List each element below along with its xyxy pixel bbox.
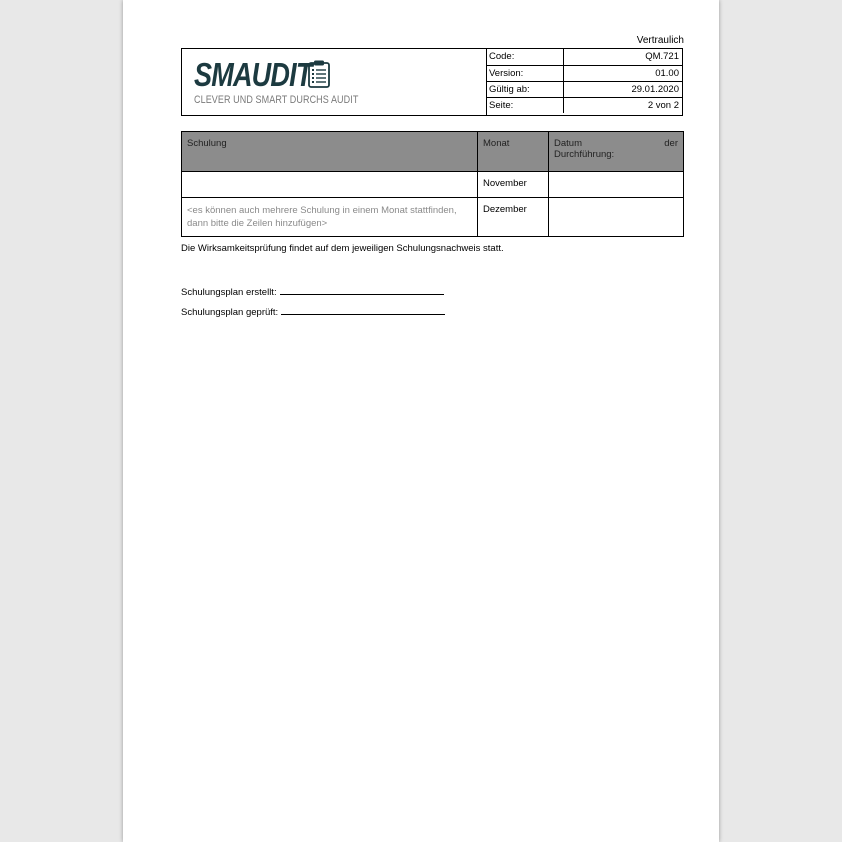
document-header (181, 48, 683, 116)
signature-checked-label: Schulungsplan geprüft: (181, 307, 279, 318)
column-header-datum: Datum der Durchführung: (549, 132, 684, 172)
document-page (123, 0, 719, 842)
signature-created-line[interactable] (280, 285, 444, 295)
logo-wordmark: SMAUDIT (194, 56, 312, 93)
meta-row (486, 97, 682, 113)
table-row (182, 198, 684, 237)
meta-label: Version: (486, 65, 563, 81)
meta-value: 01.00 (563, 65, 682, 81)
meta-value: 2 von 2 (647, 99, 679, 111)
table-row (182, 172, 684, 198)
meta-row (486, 81, 682, 97)
meta-row (486, 65, 682, 81)
cell-schulung[interactable]: <es können auch mehrere Schulung in einem Monat stattfinden, dann bitte die Zeilen hinzufügen> (182, 198, 478, 237)
signature-checked (181, 305, 445, 318)
table-header-row (182, 132, 684, 172)
training-plan-table (181, 131, 684, 237)
meta-value: QM.721 (563, 49, 682, 65)
signature-checked-line[interactable] (281, 305, 445, 315)
clipboard-icon (308, 60, 330, 88)
signature-created (181, 285, 444, 298)
meta-label: Seite: (486, 97, 563, 113)
meta-label: Gültig ab: (486, 81, 563, 97)
signature-created-label: Schulungsplan erstellt: (181, 287, 277, 298)
column-header-schulung: Schulung (182, 132, 478, 172)
meta-row (486, 49, 682, 65)
cell-monat[interactable]: November (478, 172, 549, 198)
classification-label: Vertraulich (636, 35, 684, 46)
cell-schulung[interactable] (182, 172, 478, 198)
meta-value: 29.01.2020 (563, 81, 682, 97)
cell-monat[interactable]: Dezember (478, 198, 549, 237)
logo-tagline: CLEVER UND SMART DURCHS AUDIT (194, 94, 359, 106)
logo (182, 49, 487, 115)
cell-datum[interactable] (549, 198, 684, 237)
cell-datum[interactable] (549, 172, 684, 198)
meta-label: Code: (486, 49, 563, 65)
effectiveness-note: Die Wirksamkeitsprüfung findet auf dem jeweiligen Schulungsnachweis statt. (181, 243, 504, 254)
column-header-monat: Monat (478, 132, 549, 172)
document-meta-table (486, 49, 682, 113)
